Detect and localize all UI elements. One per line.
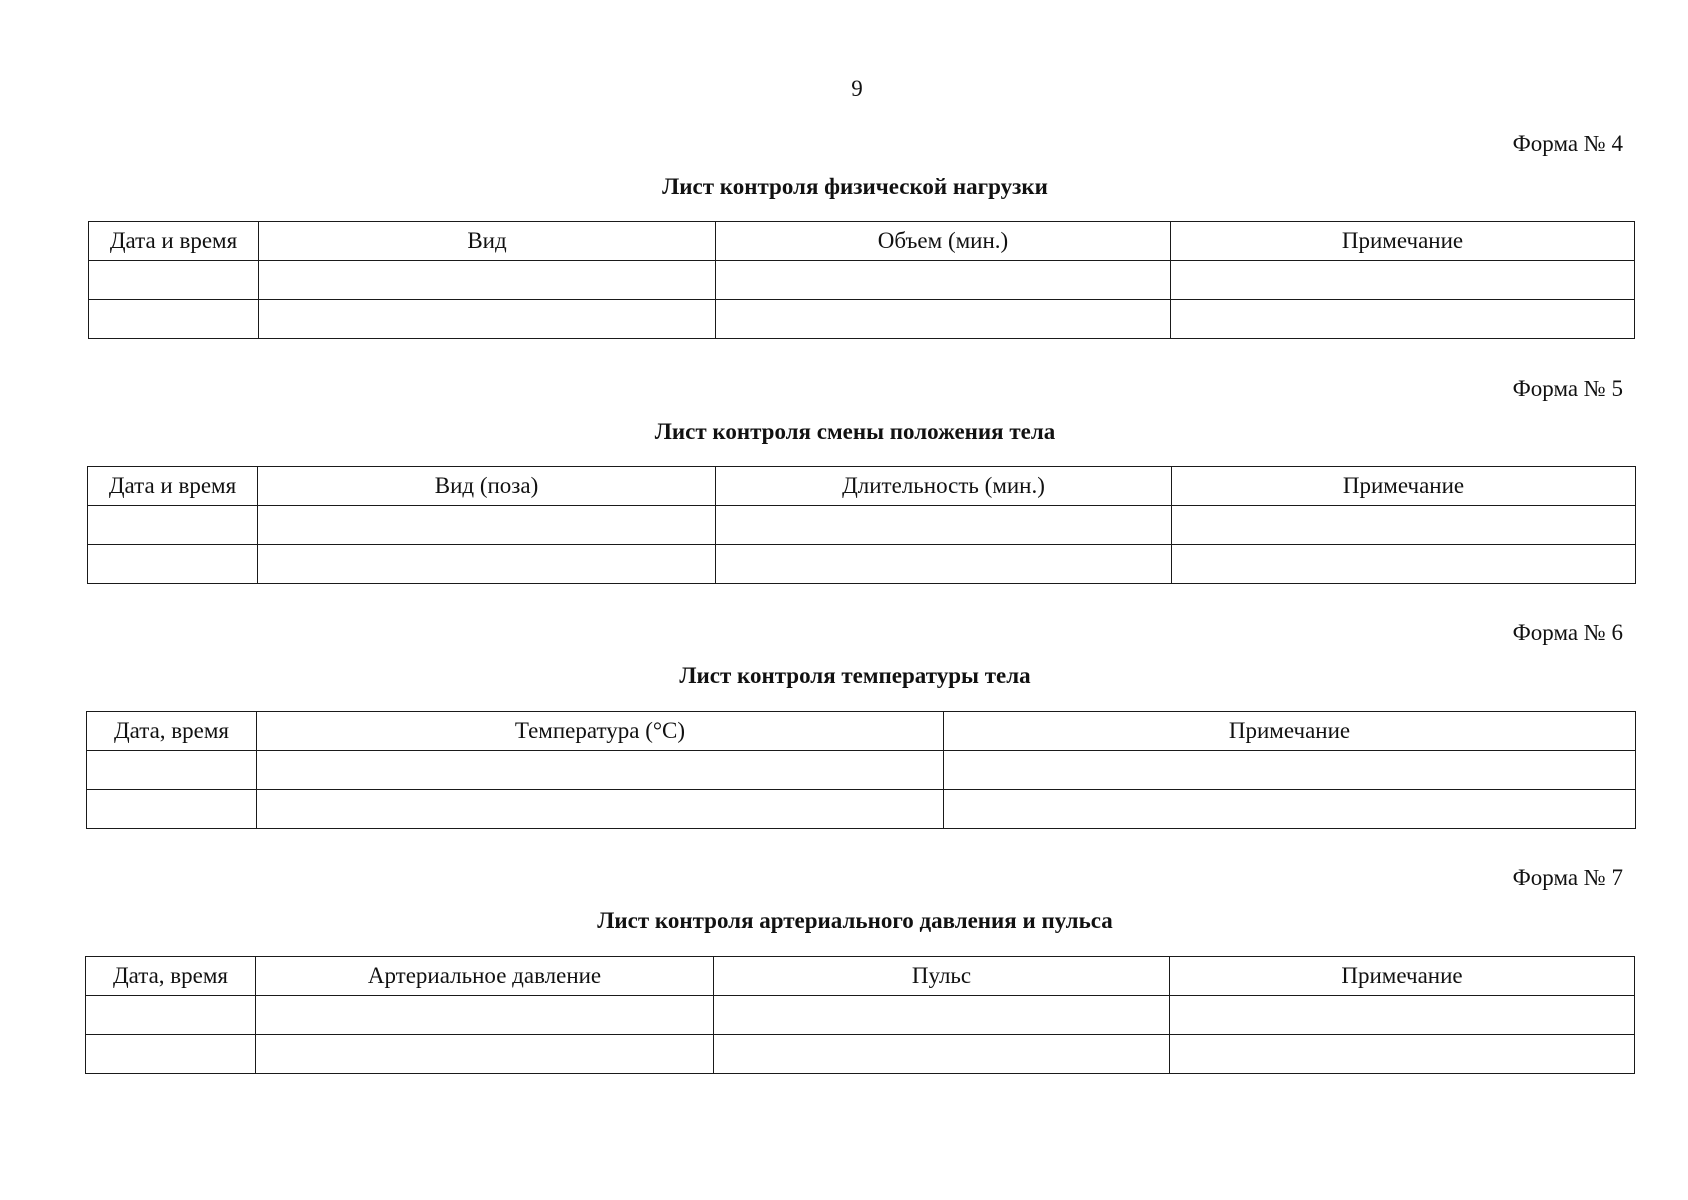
table-cell[interactable] <box>1172 506 1636 545</box>
column-header-duration: Длительность (мин.) <box>716 467 1172 506</box>
form-5-title: Лист контроля смены положения тела <box>654 419 1056 444</box>
column-header-type: Вид <box>259 222 716 261</box>
table-cell[interactable] <box>87 751 257 790</box>
column-header-date-time: Дата, время <box>86 957 256 996</box>
table-row <box>87 790 1636 829</box>
table-cell[interactable] <box>256 1035 714 1074</box>
table-cell[interactable] <box>716 506 1172 545</box>
column-header-note: Примечание <box>1171 222 1635 261</box>
table-cell[interactable] <box>1171 261 1635 300</box>
column-header-date-time: Дата и время <box>89 222 259 261</box>
table-row <box>89 261 1635 300</box>
form-7-label: Форма № 7 <box>1512 865 1623 890</box>
table-cell[interactable] <box>258 506 716 545</box>
table-cell[interactable] <box>1170 1035 1635 1074</box>
column-header-date-time: Дата, время <box>87 712 257 751</box>
table-cell[interactable] <box>1172 545 1636 584</box>
table-header-row <box>87 712 1636 751</box>
table-cell[interactable] <box>1170 996 1635 1035</box>
table-cell[interactable] <box>89 261 259 300</box>
table-row <box>86 1035 1635 1074</box>
table-cell[interactable] <box>89 300 259 339</box>
column-header-note: Примечание <box>944 712 1636 751</box>
table-cell[interactable] <box>716 300 1171 339</box>
form-6-label: Форма № 6 <box>1512 620 1623 645</box>
table-row <box>87 751 1636 790</box>
form-4-table <box>88 221 1635 339</box>
column-header-note: Примечание <box>1170 957 1635 996</box>
table-cell[interactable] <box>716 545 1172 584</box>
table-cell[interactable] <box>86 996 256 1035</box>
column-header-pose: Вид (поза) <box>258 467 716 506</box>
column-header-temperature: Температура (°C) <box>257 712 944 751</box>
table-cell[interactable] <box>1171 300 1635 339</box>
column-header-note: Примечание <box>1172 467 1636 506</box>
table-header-row <box>88 467 1636 506</box>
form-7-title: Лист контроля артериального давления и пульса <box>597 908 1113 933</box>
table-cell[interactable] <box>256 996 714 1035</box>
table-cell[interactable] <box>259 300 716 339</box>
table-row <box>89 300 1635 339</box>
form-4-title: Лист контроля физической нагрузки <box>662 174 1048 199</box>
form-5-table <box>87 466 1636 584</box>
table-cell[interactable] <box>716 261 1171 300</box>
table-row <box>86 996 1635 1035</box>
table-cell[interactable] <box>714 996 1170 1035</box>
table-cell[interactable] <box>944 790 1636 829</box>
table-row <box>88 506 1636 545</box>
table-cell[interactable] <box>88 545 258 584</box>
form-6-table <box>86 711 1636 829</box>
form-5-label: Форма № 5 <box>1512 376 1623 401</box>
table-cell[interactable] <box>87 790 257 829</box>
table-cell[interactable] <box>86 1035 256 1074</box>
form-4-label: Форма № 4 <box>1512 131 1623 156</box>
table-cell[interactable] <box>944 751 1636 790</box>
column-header-date-time: Дата и время <box>88 467 258 506</box>
table-row <box>88 545 1636 584</box>
form-6-title: Лист контроля температуры тела <box>679 663 1031 688</box>
table-cell[interactable] <box>257 751 944 790</box>
page-number: 9 <box>851 76 863 101</box>
column-header-blood-pressure: Артериальное давление <box>256 957 714 996</box>
form-7-table <box>85 956 1635 1074</box>
table-cell[interactable] <box>259 261 716 300</box>
table-header-row <box>89 222 1635 261</box>
column-header-volume: Объем (мин.) <box>716 222 1171 261</box>
table-cell[interactable] <box>714 1035 1170 1074</box>
table-cell[interactable] <box>258 545 716 584</box>
column-header-pulse: Пульс <box>714 957 1170 996</box>
table-header-row <box>86 957 1635 996</box>
table-cell[interactable] <box>257 790 944 829</box>
table-cell[interactable] <box>88 506 258 545</box>
